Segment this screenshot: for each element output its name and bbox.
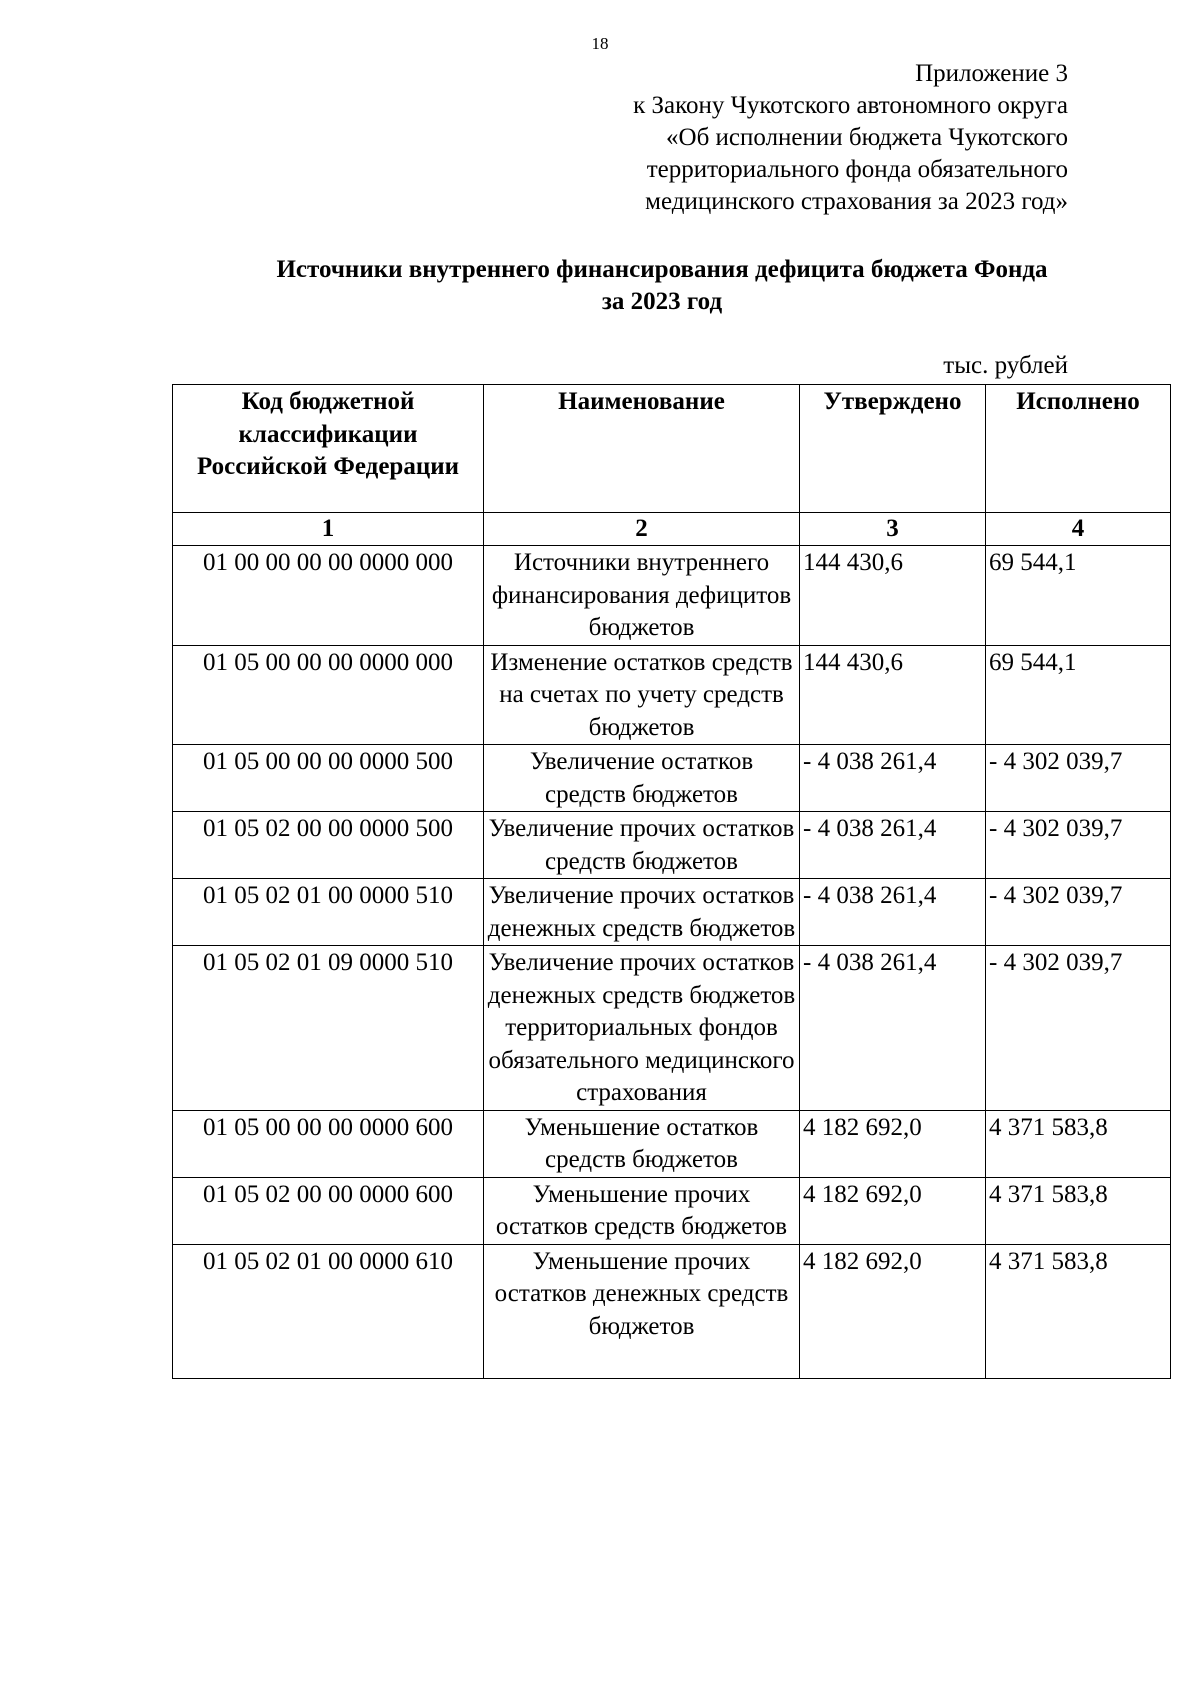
cell-code: 01 00 00 00 00 0000 000 (173, 546, 484, 646)
table-row (173, 879, 1171, 946)
cell-approved: 144 430,6 (800, 546, 986, 646)
column-number: 4 (986, 513, 1171, 546)
table-row (173, 546, 1171, 646)
cell-approved: 4 182 692,0 (800, 1244, 986, 1378)
cell-code: 01 05 00 00 00 0000 600 (173, 1110, 484, 1177)
cell-name: Изменение остатков средств на счетах по учету средств бюджетов (484, 645, 800, 745)
cell-executed: - 4 302 039,7 (986, 879, 1171, 946)
cell-approved: - 4 038 261,4 (800, 879, 986, 946)
cell-executed: 4 371 583,8 (986, 1177, 1171, 1244)
title-line-2: за 2023 год (601, 288, 723, 315)
cell-executed: - 4 302 039,7 (986, 745, 1171, 812)
table-row (173, 745, 1171, 812)
appendix-line: территориального фонда обязательного (646, 156, 1068, 183)
column-number: 2 (484, 513, 800, 546)
cell-name: Уменьшение прочих остатков денежных средств бюджетов (484, 1244, 800, 1378)
page-number: 18 (591, 34, 609, 53)
table-row (173, 1177, 1171, 1244)
appendix-line: «Об исполнении бюджета Чукотского (666, 124, 1068, 151)
appendix-line: медицинского страхования за 2023 год» (645, 188, 1068, 215)
cell-name: Увеличение прочих остатков денежных средств бюджетов территориальных фондов обязательного медицинского страхования (484, 946, 800, 1111)
cell-executed: - 4 302 039,7 (986, 946, 1171, 1111)
cell-name: Источники внутреннего финансирования дефицитов бюджетов (484, 546, 800, 646)
cell-approved: 144 430,6 (800, 645, 986, 745)
table-row (173, 645, 1171, 745)
cell-approved: 4 182 692,0 (800, 1177, 986, 1244)
cell-name: Уменьшение остатков средств бюджетов (484, 1110, 800, 1177)
appendix-line: Приложение 3 (915, 60, 1068, 87)
header-name: Наименование (484, 385, 800, 513)
cell-approved: - 4 038 261,4 (800, 745, 986, 812)
header-approved: Утверждено (800, 385, 986, 513)
cell-executed: 69 544,1 (986, 546, 1171, 646)
cell-name: Увеличение остатков средств бюджетов (484, 745, 800, 812)
unit-label: тыс. рублей (943, 352, 1068, 379)
appendix-line: к Закону Чукотского автономного округа (633, 92, 1068, 119)
cell-code: 01 05 02 01 00 0000 510 (173, 879, 484, 946)
cell-approved: - 4 038 261,4 (800, 946, 986, 1111)
financing-sources-table (172, 384, 1171, 1379)
table-row (173, 1110, 1171, 1177)
cell-name: Увеличение прочих остатков средств бюджетов (484, 812, 800, 879)
cell-code: 01 05 00 00 00 0000 500 (173, 745, 484, 812)
title-line-1: Источники внутреннего финансирования дефицита бюджета Фонда (276, 256, 1048, 283)
header-executed: Исполнено (986, 385, 1171, 513)
header-row (173, 385, 1171, 513)
cell-code: 01 05 02 00 00 0000 500 (173, 812, 484, 879)
column-number-row (173, 513, 1171, 546)
cell-approved: 4 182 692,0 (800, 1110, 986, 1177)
appendix-reference (508, 58, 1068, 218)
table-row (173, 946, 1171, 1111)
cell-executed: 69 544,1 (986, 645, 1171, 745)
cell-executed: 4 371 583,8 (986, 1110, 1171, 1177)
cell-executed: - 4 302 039,7 (986, 812, 1171, 879)
cell-name: Увеличение прочих остатков денежных средств бюджетов (484, 879, 800, 946)
cell-code: 01 05 02 00 00 0000 600 (173, 1177, 484, 1244)
table-row (173, 812, 1171, 879)
column-number: 1 (173, 513, 484, 546)
column-number: 3 (800, 513, 986, 546)
cell-code: 01 05 00 00 00 0000 000 (173, 645, 484, 745)
table-row (173, 1244, 1171, 1378)
cell-approved: - 4 038 261,4 (800, 812, 986, 879)
header-code: Код бюджетной классификации Российской Федерации (173, 385, 484, 513)
cell-executed: 4 371 583,8 (986, 1244, 1171, 1378)
cell-code: 01 05 02 01 09 0000 510 (173, 946, 484, 1111)
cell-code: 01 05 02 01 00 0000 610 (173, 1244, 484, 1378)
cell-name: Уменьшение прочих остатков средств бюджетов (484, 1177, 800, 1244)
document-title (172, 254, 1152, 318)
